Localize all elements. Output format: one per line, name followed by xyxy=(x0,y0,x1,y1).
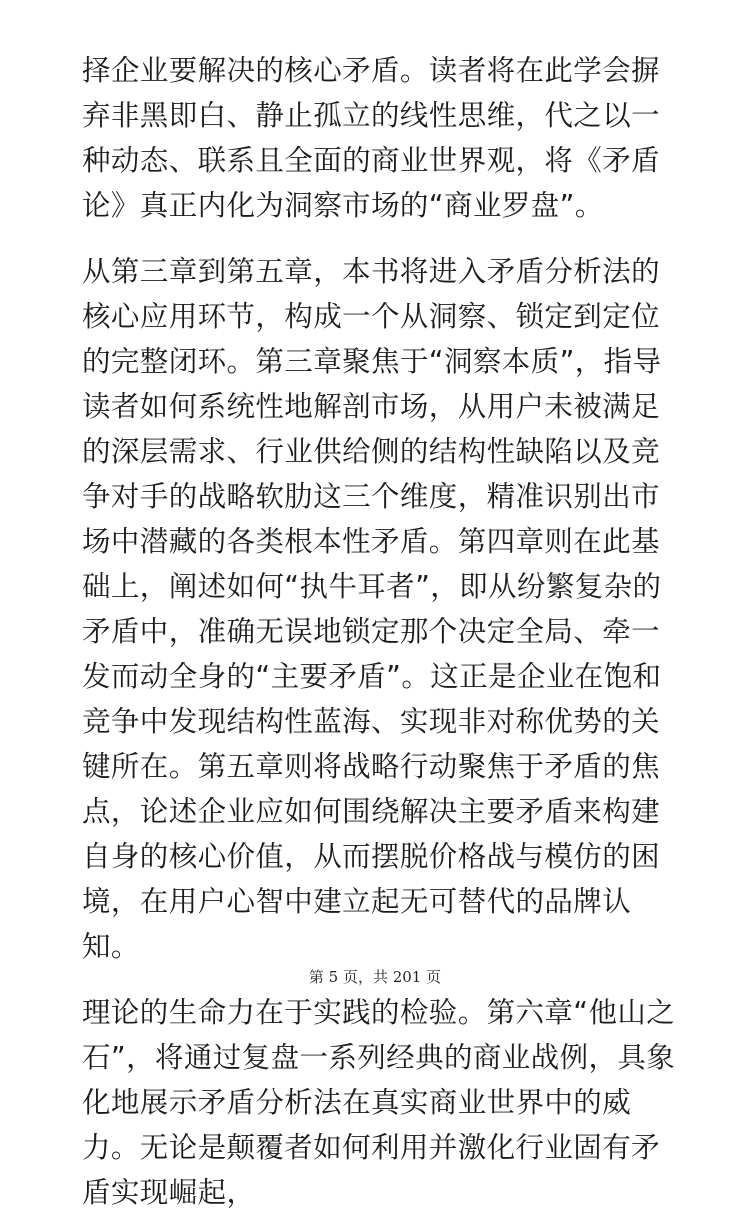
paragraph-3: 理论的生命力在于实践的检验。第六章“他山之石”，将通过复盘一系列经典的商业战例，具象化地展示矛盾分析法在真实商业世界中的威力。无论是颠覆者如何利用并激化行业固有矛盾实现崛起， xyxy=(82,996,676,1209)
paragraph-2: 从第三章到第五章，本书将进入矛盾分析法的核心应用环节，构成一个从洞察、锁定到定位的完整闭环。第三章聚焦于“洞察本质”，指导读者如何系统性地解剖市场，从用户未被满足的深层需求、行业供给侧的结构性缺陷以及竞争对手的战略软肋这三个维度，精准识别出市场中潜藏的各类根本性矛盾。第四章则在此基础上，阐述如何“执牛耳者”，即从纷繁复杂的矛盾中，准确无误地锁定那个决定全局、牵一发而动全身的“主要矛盾”。这正是企业在饱和竞争中发现结构性蓝海、实现非对称优势的关键所在。第五章则将战略行动聚焦于矛盾的焦点，论述企业应如何围绕解决主要矛盾来构建自身的核心价值，从而摆脱价格战与模仿的困境，在用户心智中建立起无可替代的品牌认知。 xyxy=(82,255,662,963)
body-text xyxy=(82,48,682,1215)
paragraph-1: 择企业要解决的核心矛盾。读者将在此学会摒弃非黑即白、静止孤立的线性思维，代之以一种动态、联系且全面的商业世界观，将《矛盾论》真正内化为洞察市场的“商业罗盘”。 xyxy=(82,54,661,222)
page-number-footer: 第 5 页，共 201 页 xyxy=(308,968,442,986)
